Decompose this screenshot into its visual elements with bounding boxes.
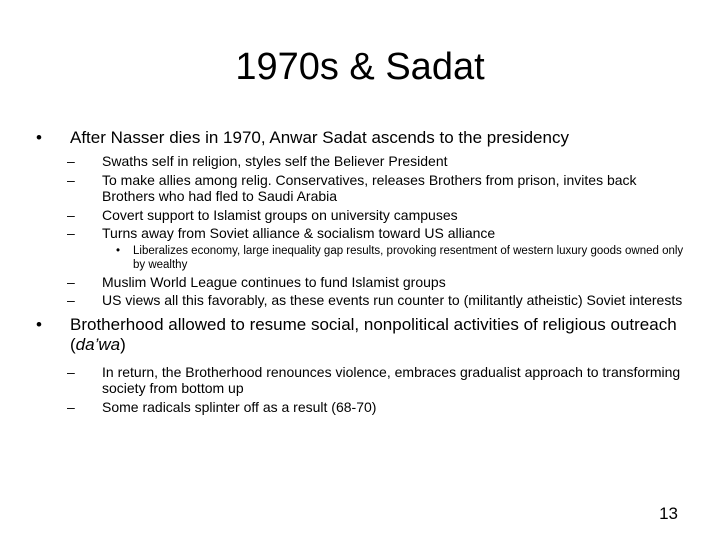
dash-icon: –: [67, 206, 75, 223]
sub-bullet-item: [36, 399, 686, 416]
sub-bullet-text: Muslim World League continues to fund Islamist groups: [102, 273, 446, 290]
sub-bullet-item: [36, 225, 686, 242]
sub-bullet-item: [36, 207, 686, 224]
bullet-dot-icon: •: [116, 244, 121, 257]
slide-body: [36, 126, 686, 415]
sub-bullet-text: US views all this favorably, as these events run counter to (militantly atheistic) Soviet interests: [102, 292, 683, 308]
dash-icon: –: [67, 398, 75, 415]
bullet-item: [36, 128, 686, 148]
dash-icon: –: [67, 225, 75, 241]
sub-bullet-item: [36, 153, 686, 170]
dash-icon: –: [67, 153, 75, 169]
sub-bullet-item: [36, 292, 686, 309]
bullet-text-part: Brotherhood allowed to resume social, nonpolitical activities of religious outreach (: [70, 314, 677, 354]
bullet-dot-icon: •: [36, 128, 42, 147]
sub-bullet-text: Some radicals splinter off as a result (68-70): [102, 398, 377, 415]
sub-bullet-text: To make allies among relig. Conservatives, releases Brothers from prison, invites back Brothers who had fled to Saudi Arabia: [102, 171, 637, 204]
dash-icon: –: [67, 292, 75, 308]
page-number: 13: [659, 504, 678, 523]
sub-bullet-text: Turns away from Soviet alliance & socialism toward US alliance: [102, 225, 496, 241]
sub-bullet-item: [36, 364, 686, 397]
bullet-dot-icon: •: [36, 314, 42, 334]
dash-icon: –: [67, 171, 75, 188]
bullet-text: After Nasser dies in 1970, Anwar Sadat ascends to the presidency: [70, 128, 569, 147]
sub-bullet-text: In return, the Brotherhood renounces violence, embraces gradualist approach to transforming society from bottom up: [102, 363, 681, 396]
dash-icon: –: [67, 273, 75, 290]
sub-sub-bullet-text: Liberalizes economy, large inequality gap results, provoking resentment of western luxury goods owned only by wealthy: [133, 244, 684, 271]
dash-icon: –: [67, 363, 75, 380]
sub-bullet-item: [36, 172, 686, 205]
sub-bullet-text: Swaths self in religion, styles self the Believer President: [102, 153, 448, 169]
sub-bullet-item: [36, 274, 686, 291]
bullet-item: [36, 315, 686, 355]
sub-bullet-text: Covert support to Islamist groups on university campuses: [102, 206, 458, 223]
bullet-text-italic: da’wa: [75, 334, 121, 354]
slide-title: 1970s & Sadat: [235, 46, 485, 88]
sub-sub-bullet-item: [36, 244, 686, 272]
bullet-text: [70, 315, 677, 354]
bullet-text-part: ): [120, 334, 126, 354]
